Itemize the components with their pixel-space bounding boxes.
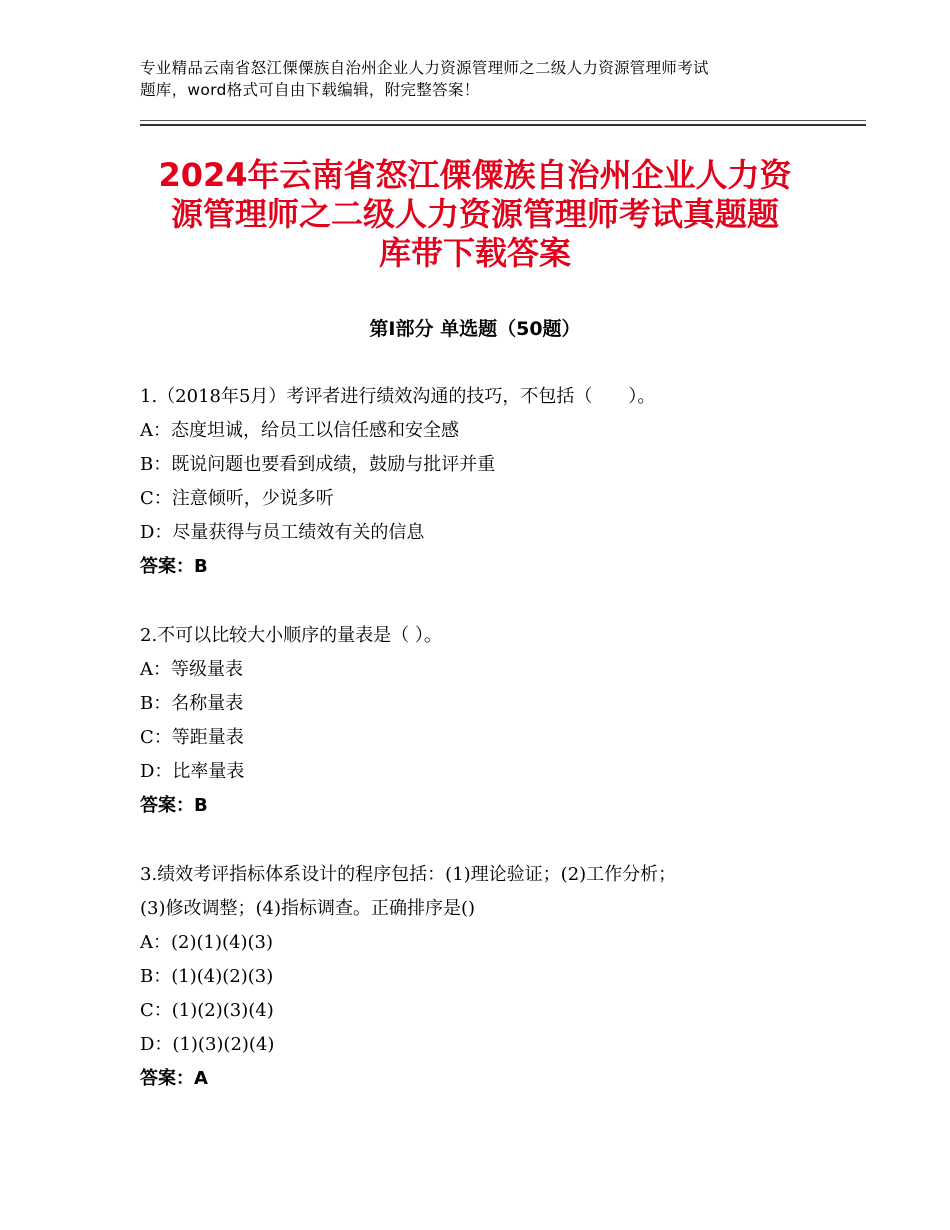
option-c: C：(1)(2)(3)(4): [140, 1000, 274, 1021]
header-divider-thin: [140, 120, 866, 121]
header-line: 题库，word格式可自由下载编辑，附完整答案！: [140, 81, 480, 99]
option-b: B：既说问题也要看到成绩，鼓励与批评并重: [140, 454, 496, 475]
title-line: 源管理师之二级人力资源管理师考试真题题: [170, 195, 779, 233]
question-stem: 2.不可以比较大小顺序的量表是（ ）。: [140, 625, 442, 646]
option-d: D：比率量表: [140, 761, 245, 782]
header-line: 专业精品云南省怒江傈僳族自治州企业人力资源管理师之二级人力资源管理师考试: [140, 59, 709, 77]
option-a: A：(2)(1)(4)(3): [140, 932, 273, 953]
section-heading: 第Ⅰ部分 单选题（50题）: [369, 318, 581, 340]
option-b: B：名称量表: [140, 693, 244, 714]
question-2: [140, 619, 840, 823]
title-line: 库带下载答案: [378, 234, 571, 272]
option-c: C：等距量表: [140, 727, 244, 748]
question-stem: 3.绩效考评指标体系设计的程序包括：(1)理论验证；(2)工作分析；: [140, 864, 677, 885]
question-1: [140, 380, 840, 584]
question-stem: 1.（2018年5月）考评者进行绩效沟通的技巧，不包括（ ）。: [140, 386, 656, 407]
title-line: 2024年云南省怒江傈僳族自治州企业人力资: [158, 156, 792, 194]
document-header: [140, 57, 820, 101]
option-a: A：等级量表: [140, 659, 243, 680]
answer: 答案：B: [140, 556, 208, 577]
question-stem-continued: (3)修改调整；(4)指标调查。正确排序是(): [140, 898, 476, 919]
document-title: [100, 156, 850, 273]
option-d: D：(1)(3)(2)(4): [140, 1034, 275, 1055]
question-3: [140, 858, 840, 1096]
answer: 答案：A: [140, 1068, 208, 1089]
option-d: D：尽量获得与员工绩效有关的信息: [140, 522, 425, 543]
option-b: B：(1)(4)(2)(3): [140, 966, 274, 987]
header-divider-thick: [140, 124, 866, 126]
option-a: A：态度坦诚，给员工以信任感和安全感: [140, 420, 459, 441]
answer: 答案：B: [140, 795, 208, 816]
option-c: C：注意倾听，少说多听: [140, 488, 334, 509]
